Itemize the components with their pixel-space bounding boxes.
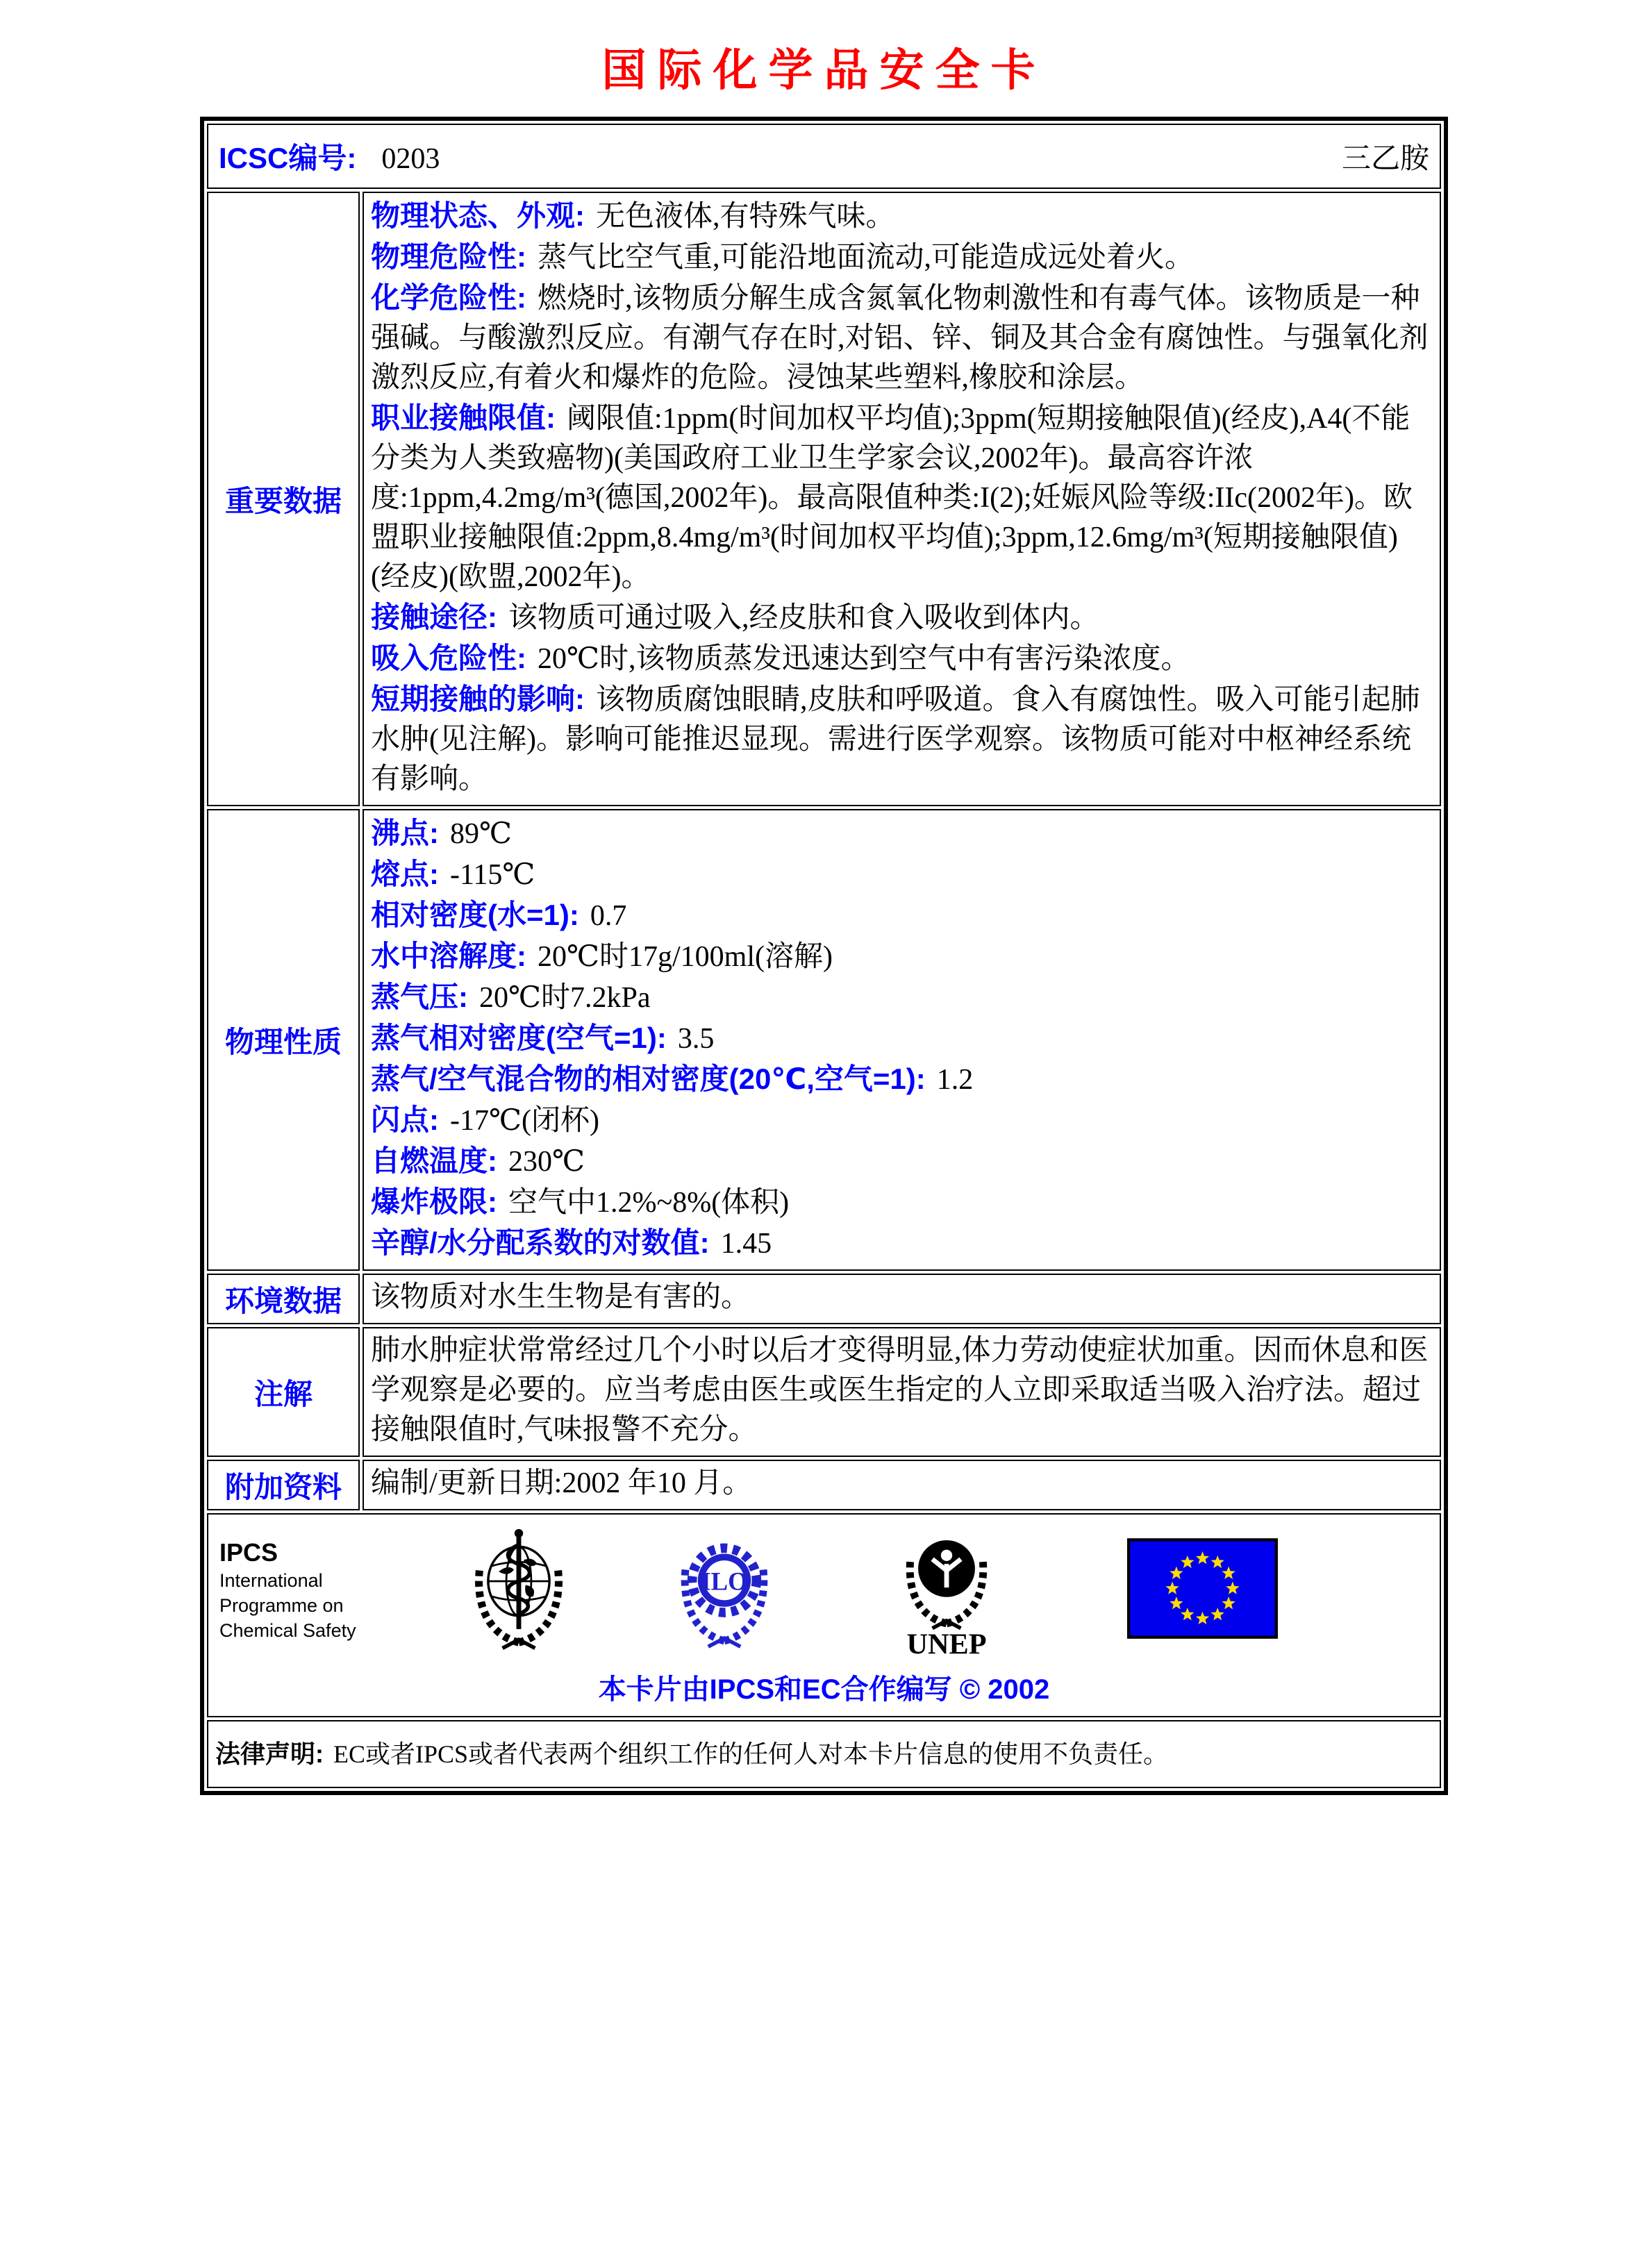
logos-row	[207, 1513, 1441, 1717]
field-label: 化学危险性:	[371, 281, 526, 314]
field-label: 接触途径:	[371, 601, 497, 633]
field-value: 空气中1.2%~8%(体积)	[508, 1187, 790, 1219]
unep-logo-icon	[894, 1517, 999, 1663]
field-value: 0.7	[590, 900, 627, 932]
header-row	[207, 124, 1441, 189]
field-value: 燃烧时,该物质分解生成含氮氧化物刺激性和有毒气体。该物质是一种强碱。与酸激烈反应。有潮气存在时,对铝、锌、铜及其合金有腐蚀性。与强氧化剂激烈反应,有着火和爆炸的危险。浸蚀某些塑料,橡胶和涂层。	[371, 283, 1429, 394]
physical-properties-content	[363, 809, 1441, 1271]
eu-flag-icon	[1127, 1538, 1278, 1642]
logos-strip	[215, 1519, 1433, 1662]
notes-row	[207, 1327, 1441, 1457]
text-line	[371, 398, 1431, 597]
field-value: 20℃时7.2kPa	[479, 982, 651, 1014]
text-line	[371, 679, 1431, 799]
text-line	[371, 936, 1431, 977]
credit-line: 本卡片由IPCS和EC合作编写 © 2002	[598, 1674, 1050, 1705]
text-line	[371, 278, 1431, 398]
field-value: -17℃(闭杯)	[450, 1105, 599, 1137]
field-label: 相对密度(水=1):	[371, 899, 579, 931]
text-line	[371, 977, 1431, 1018]
text-line	[371, 895, 1431, 936]
text-line	[371, 854, 1431, 895]
environmental-data-row	[207, 1274, 1441, 1324]
field-value: -115℃	[450, 859, 535, 891]
text-line	[371, 1018, 1431, 1059]
field-label: 水中溶解度:	[371, 940, 526, 972]
who-logo-icon	[466, 1526, 572, 1656]
additional-info-text: 编制/更新日期:2002 年10 月。	[371, 1467, 752, 1499]
field-value: 1.2	[936, 1064, 974, 1096]
field-label: 熔点:	[371, 858, 439, 890]
field-label: 辛醇/水分配系数的对数值:	[371, 1226, 710, 1259]
section-label-notes: 注解	[207, 1327, 360, 1457]
ilo-letters: ILO	[701, 1566, 748, 1595]
icsc-card-table	[200, 117, 1448, 1795]
card-number-bar	[209, 126, 1439, 187]
physical-properties-row	[207, 809, 1441, 1271]
field-label: 爆炸极限:	[371, 1185, 497, 1218]
text-line	[371, 597, 1431, 638]
field-value: 蒸气比空气重,可能沿地面流动,可能造成远处着火。	[538, 242, 1195, 274]
important-data-row	[207, 192, 1441, 806]
field-label: 短期接触的影响:	[371, 683, 585, 715]
icsc-number-label: ICSC编号:	[219, 142, 357, 174]
field-label: 蒸气/空气混合物的相对密度(20℃,空气=1):	[371, 1062, 926, 1095]
ipcs-wordmark	[215, 1537, 393, 1643]
field-label: 物理危险性:	[371, 240, 526, 273]
legal-label: 法律声明:	[215, 1740, 324, 1768]
field-label: 职业接触限值:	[371, 401, 556, 434]
ipcs-line1: International	[219, 1570, 323, 1591]
icsc-card	[200, 35, 1448, 1795]
field-label: 蒸气相对密度(空气=1):	[371, 1022, 667, 1054]
additional-info-row	[207, 1460, 1441, 1510]
text-line	[371, 813, 1431, 854]
field-value: 无色液体,有特殊气味。	[596, 201, 895, 233]
field-value: 该物质腐蚀眼睛,皮肤和呼吸道。食入有腐蚀性。吸入可能引起肺水肿(见注解)。影响可能推迟显现。需进行医学观察。该物质可能对中枢神经系统有影响。	[371, 684, 1420, 795]
ilo-logo-icon	[672, 1527, 776, 1654]
field-label: 吸入危险性:	[371, 642, 526, 674]
text-line	[371, 1141, 1431, 1182]
section-label-physical-properties: 物理性质	[207, 809, 360, 1271]
field-value: 3.5	[677, 1023, 715, 1055]
section-label-environmental-data: 环境数据	[207, 1274, 360, 1324]
text-line	[371, 1182, 1431, 1223]
ipcs-line3: Chemical Safety	[219, 1620, 356, 1641]
field-value: 该物质可通过吸入,经皮肤和食入吸收到体内。	[508, 602, 1099, 634]
text-line	[371, 638, 1431, 679]
text-line	[371, 1100, 1431, 1141]
ipcs-acronym: IPCS	[219, 1538, 278, 1567]
field-label: 闪点:	[371, 1103, 439, 1136]
text-line	[371, 237, 1431, 278]
field-value: 20℃时17g/100ml(溶解)	[538, 941, 833, 973]
unep-letters: UNEP	[906, 1628, 987, 1660]
notes-text: 肺水肿症状常常经过几个小时以后才变得明显,体力劳动使症状加重。因而休息和医学观察是必要的。应当考虑由医生或医生指定的人立即采取适当吸入治疗法。超过接触限值时,气味报警不充分。	[371, 1335, 1429, 1446]
section-label-important-data: 重要数据	[207, 192, 360, 806]
field-label: 物理状态、外观:	[371, 199, 585, 232]
chemical-name: 三乙胺	[1341, 143, 1429, 175]
field-label: 沸点:	[371, 817, 439, 849]
legal-text: EC或者IPCS或者代表两个组织工作的任何人对本卡片信息的使用不负责任。	[333, 1740, 1169, 1768]
page-title: 国际化学品安全卡	[601, 45, 1047, 97]
ipcs-line2: Programme on	[219, 1595, 344, 1616]
field-value: 230℃	[508, 1146, 585, 1178]
icsc-number-value: 0203	[381, 143, 440, 175]
legal-row	[207, 1720, 1441, 1788]
field-value: 20℃时,该物质蒸发迅速达到空气中有害污染浓度。	[538, 643, 1190, 675]
text-line	[371, 1059, 1431, 1100]
environmental-data-text: 该物质对水生生物是有害的。	[371, 1281, 751, 1313]
field-label: 自燃温度:	[371, 1144, 497, 1177]
text-line	[371, 196, 1431, 237]
field-label: 蒸气压:	[371, 981, 468, 1013]
text-line	[371, 1223, 1431, 1264]
field-value: 89℃	[450, 818, 512, 850]
field-value: 阈限值:1ppm(时间加权平均值);3ppm(短期接触限值)(经皮),A4(不能分类为人类致癌物)(美国政府工业卫生学家会议,2002年)。最高容许浓度:1ppm,4.2mg/m³(德国,2002年)。最高限值种类:I(2);妊娠风险等级:IIc(2002年)。欧盟职业接触限值:2ppm,8.4mg/m³(时间加权平均值);3ppm,12.6mg/m³(短期接触限值)(经皮)(欧盟,2002年)。	[371, 403, 1413, 593]
icsc-number-group	[219, 135, 440, 177]
section-label-additional-info: 附加资料	[207, 1460, 360, 1510]
important-data-content	[363, 192, 1441, 806]
field-value: 1.45	[720, 1228, 772, 1260]
